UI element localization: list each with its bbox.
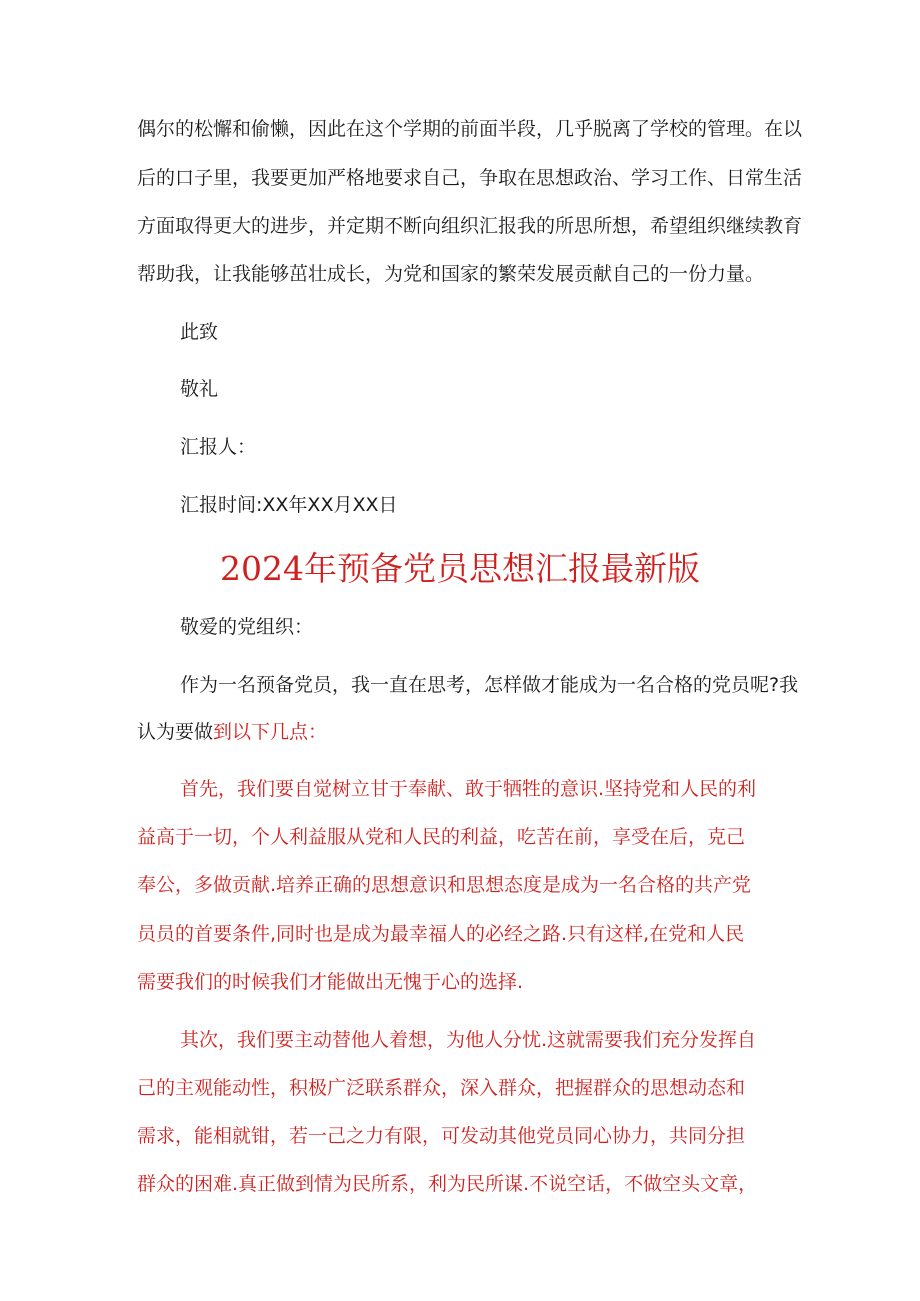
- point-first-line: 员员的首要条件,同时也是成为最幸福人的必经之路.只有这样,在党和人民: [137, 923, 745, 945]
- point-second-line: 群众的困难.真正做到情为民所系，利为民所谋.不说空话，不做空头文章，: [137, 1173, 758, 1195]
- intro-text-red: 到以下几点：: [213, 721, 328, 743]
- point-first-line: 益高于一切，个人利益服从党和人民的利益，吃苦在前，享受在后，克己: [137, 826, 746, 848]
- point-first-line: 需要我们的时候我们才能做出无愧于心的选择.: [137, 971, 524, 993]
- point-first-line: 首先，我们要自觉树立甘于奉献、敢于牺牲的意识.坚持党和人民的利: [180, 778, 757, 800]
- paragraph-line: 偶尔的松懈和偷懒，因此在这个学期的前面半段，几乎脱离了学校的管理。在以: [137, 118, 803, 140]
- point-second-line: 己的主观能动性，积极广泛联系群众，深入群众，把握群众的思想动态和: [137, 1077, 746, 1099]
- point-first-line: 奉公，多做贡献.培养正确的思想意识和思想态度是成为一名合格的共产党: [137, 874, 752, 896]
- report-time: 汇报时间:XX年XX月XX日: [180, 494, 398, 516]
- salutation-1: 此致: [180, 321, 219, 343]
- intro-line-2: [137, 720, 327, 744]
- intro-text-black: 认为要做: [137, 721, 214, 743]
- point-second-line: 其次，我们要主动替他人着想，为他人分忧.这就需要我们充分发挥自: [180, 1029, 757, 1051]
- reporter-label: 汇报人：: [180, 436, 257, 458]
- paragraph-line: 方面取得更大的进步，并定期不断向组织汇报我的所思所想，希望组织继续教育: [137, 215, 803, 237]
- intro-line: 作为一名预备党员，我一直在思考，怎样做才能成为一名合格的党员呢?我: [180, 674, 799, 696]
- point-second-line: 需求，能相就钳，若一己之力有限，可发动其他党员同心协力，共同分担: [137, 1125, 746, 1147]
- article-title: 2024年预备党员思想汇报最新版: [220, 549, 700, 588]
- paragraph-line: 后的口子里，我要更加严格地要求自己，争取在思想政治、学习工作、日常生活: [137, 167, 803, 189]
- greeting: 敬爱的党组织：: [180, 616, 314, 638]
- paragraph-line: 帮助我，让我能够茁壮成长，为党和国家的繁荣发展贡献自己的一份力量。: [137, 263, 765, 285]
- salutation-2: 敬礼: [180, 378, 219, 400]
